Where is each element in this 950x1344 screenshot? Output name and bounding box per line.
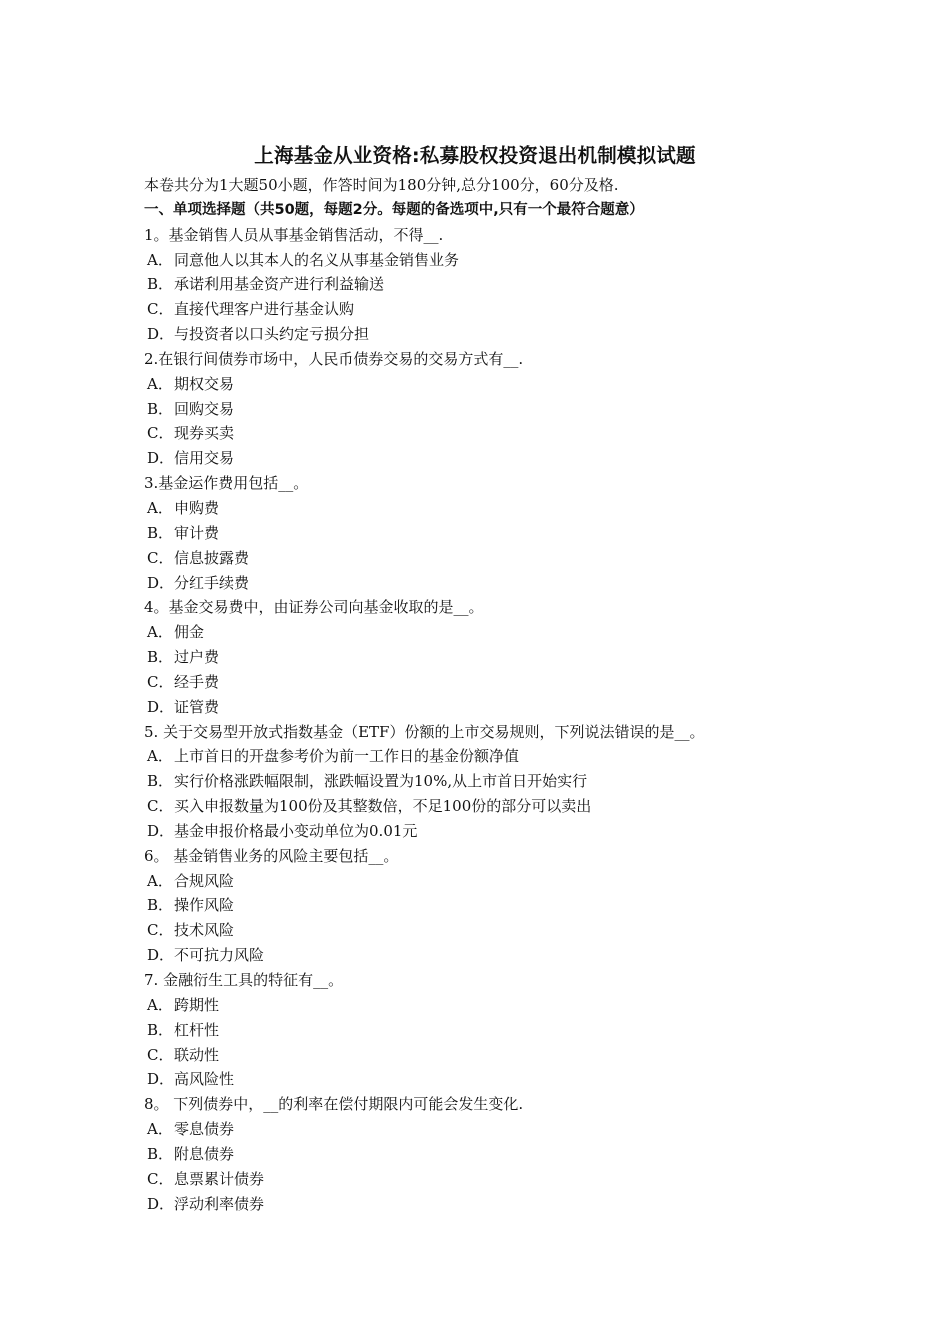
answer-option bbox=[144, 372, 844, 397]
option-text: 承诺利用基金资产进行利益输送 bbox=[174, 275, 385, 294]
option-letter: A． bbox=[147, 374, 173, 393]
answer-option bbox=[144, 918, 844, 943]
option-letter: A． bbox=[147, 871, 173, 890]
option-letter: D． bbox=[147, 697, 175, 716]
option-text: 证管费 bbox=[174, 697, 220, 716]
option-text: 信用交易 bbox=[174, 449, 235, 468]
option-letter: B． bbox=[147, 772, 174, 791]
option-letter: C． bbox=[147, 300, 174, 319]
option-letter: A． bbox=[147, 1120, 173, 1139]
answer-option bbox=[144, 744, 844, 769]
option-letter: D． bbox=[147, 325, 175, 344]
question-stem: 6。 基金销售业务的风险主要包括__。 bbox=[144, 846, 399, 865]
answer-option bbox=[144, 248, 844, 273]
option-letter: D． bbox=[147, 573, 175, 592]
question-stem: 1。基金销售人员从事基金销售活动，不得__. bbox=[144, 225, 444, 244]
answer-option bbox=[144, 1167, 844, 1192]
answer-option bbox=[144, 993, 844, 1018]
option-text: 同意他人以其本人的名义从事基金销售业务 bbox=[174, 250, 460, 269]
option-letter: D． bbox=[147, 946, 175, 965]
option-text: 分红手续费 bbox=[174, 573, 250, 592]
option-letter: B． bbox=[147, 1144, 174, 1163]
answer-option bbox=[144, 1192, 844, 1217]
answer-option bbox=[144, 1018, 844, 1043]
answer-option bbox=[144, 521, 844, 546]
question-stem: 8。 下列债券中，__的利率在偿付期限内可能会发生变化. bbox=[144, 1095, 524, 1114]
option-letter: A． bbox=[147, 995, 173, 1014]
section-heading: 一、单项选择题（共50题，每题2分。每题的备选项中,只有一个最符合题意） bbox=[144, 201, 644, 218]
option-text: 高风险性 bbox=[174, 1070, 235, 1089]
option-text: 零息债券 bbox=[174, 1120, 235, 1139]
answer-option bbox=[144, 1117, 844, 1142]
option-text: 直接代理客户进行基金认购 bbox=[174, 300, 355, 319]
question-stem: 4。基金交易费中，由证券公司向基金收取的是__。 bbox=[144, 598, 484, 617]
answer-option bbox=[144, 546, 844, 571]
option-letter: B． bbox=[147, 648, 174, 667]
question-list bbox=[144, 223, 844, 1217]
option-letter: C． bbox=[147, 672, 174, 691]
answer-option bbox=[144, 446, 844, 471]
answer-option bbox=[144, 571, 844, 596]
option-text: 上市首日的开盘参考价为前一工作日的基金份额净值 bbox=[174, 747, 520, 766]
answer-option bbox=[144, 397, 844, 422]
option-letter: B． bbox=[147, 1020, 174, 1039]
document-body bbox=[144, 173, 844, 1216]
option-text: 回购交易 bbox=[174, 399, 235, 418]
option-text: 基金申报价格最小变动单位为0.01元 bbox=[174, 821, 418, 840]
option-text: 与投资者以口头约定亏损分担 bbox=[174, 325, 370, 344]
answer-option bbox=[144, 496, 844, 521]
option-text: 佣金 bbox=[174, 623, 205, 642]
option-letter: B． bbox=[147, 523, 174, 542]
exam-intro: 本卷共分为1大题50小题，作答时间为180分钟,总分100分，60分及格. bbox=[144, 176, 619, 194]
document-title: 上海基金从业资格:私募股权投资退出机制模拟试题 bbox=[254, 144, 696, 167]
answer-option bbox=[144, 769, 844, 794]
option-text: 跨期性 bbox=[174, 995, 220, 1014]
option-text: 联动性 bbox=[174, 1045, 220, 1064]
option-letter: D． bbox=[147, 821, 175, 840]
option-text: 经手费 bbox=[174, 672, 220, 691]
answer-option bbox=[144, 869, 844, 894]
option-letter: D． bbox=[147, 449, 175, 468]
option-letter: A． bbox=[147, 498, 173, 517]
answer-option bbox=[144, 1067, 844, 1092]
answer-option bbox=[144, 893, 844, 918]
option-text: 期权交易 bbox=[174, 374, 235, 393]
option-text: 买入申报数量为100份及其整数倍，不足100份的部分可以卖出 bbox=[174, 797, 592, 816]
option-text: 现券买卖 bbox=[174, 424, 235, 443]
answer-option bbox=[144, 297, 844, 322]
option-letter: C． bbox=[147, 1045, 174, 1064]
question-stem: 2.在银行间债券市场中，人民币债券交易的交易方式有__. bbox=[144, 349, 524, 368]
option-text: 实行价格涨跌幅限制，涨跌幅设置为10%,从上市首日开始实行 bbox=[174, 772, 588, 791]
option-text: 技术风险 bbox=[174, 921, 235, 940]
option-letter: C． bbox=[147, 797, 174, 816]
option-letter: C． bbox=[147, 424, 174, 443]
question-stem: 7. 金融衍生工具的特征有__。 bbox=[144, 971, 344, 989]
option-letter: A． bbox=[147, 623, 173, 642]
option-letter: C． bbox=[147, 1169, 174, 1188]
answer-option bbox=[144, 794, 844, 819]
option-text: 合规风险 bbox=[174, 871, 235, 890]
answer-option bbox=[144, 645, 844, 670]
answer-option bbox=[144, 1043, 844, 1068]
option-text: 杠杆性 bbox=[174, 1020, 220, 1039]
answer-option bbox=[144, 670, 844, 695]
option-text: 申购费 bbox=[174, 498, 220, 517]
option-letter: B． bbox=[147, 275, 174, 294]
option-letter: D． bbox=[147, 1194, 175, 1213]
option-text: 审计费 bbox=[174, 523, 220, 542]
answer-option bbox=[144, 695, 844, 720]
option-letter: B． bbox=[147, 896, 174, 915]
option-text: 过户费 bbox=[174, 648, 220, 667]
option-letter: B． bbox=[147, 399, 174, 418]
answer-option bbox=[144, 421, 844, 446]
answer-option bbox=[144, 819, 844, 844]
option-letter: C． bbox=[147, 921, 174, 940]
option-text: 信息披露费 bbox=[174, 548, 250, 567]
question-stem: 5. 关于交易型开放式指数基金（ETF）份额的上市交易规则，下列说法错误的是__。 bbox=[144, 722, 705, 741]
option-letter: A． bbox=[147, 250, 173, 269]
option-letter: C． bbox=[147, 548, 174, 567]
option-text: 不可抗力风险 bbox=[174, 946, 265, 965]
answer-option bbox=[144, 943, 844, 968]
option-text: 操作风险 bbox=[174, 896, 235, 915]
answer-option bbox=[144, 1142, 844, 1167]
answer-option bbox=[144, 620, 844, 645]
answer-option bbox=[144, 272, 844, 297]
option-letter: D． bbox=[147, 1070, 175, 1089]
option-text: 附息债券 bbox=[174, 1144, 235, 1163]
option-letter: A． bbox=[147, 747, 173, 766]
question-stem: 3.基金运作费用包括__。 bbox=[144, 474, 309, 493]
answer-option bbox=[144, 322, 844, 347]
option-text: 息票累计债券 bbox=[174, 1169, 265, 1188]
option-text: 浮动利率债券 bbox=[174, 1194, 265, 1213]
